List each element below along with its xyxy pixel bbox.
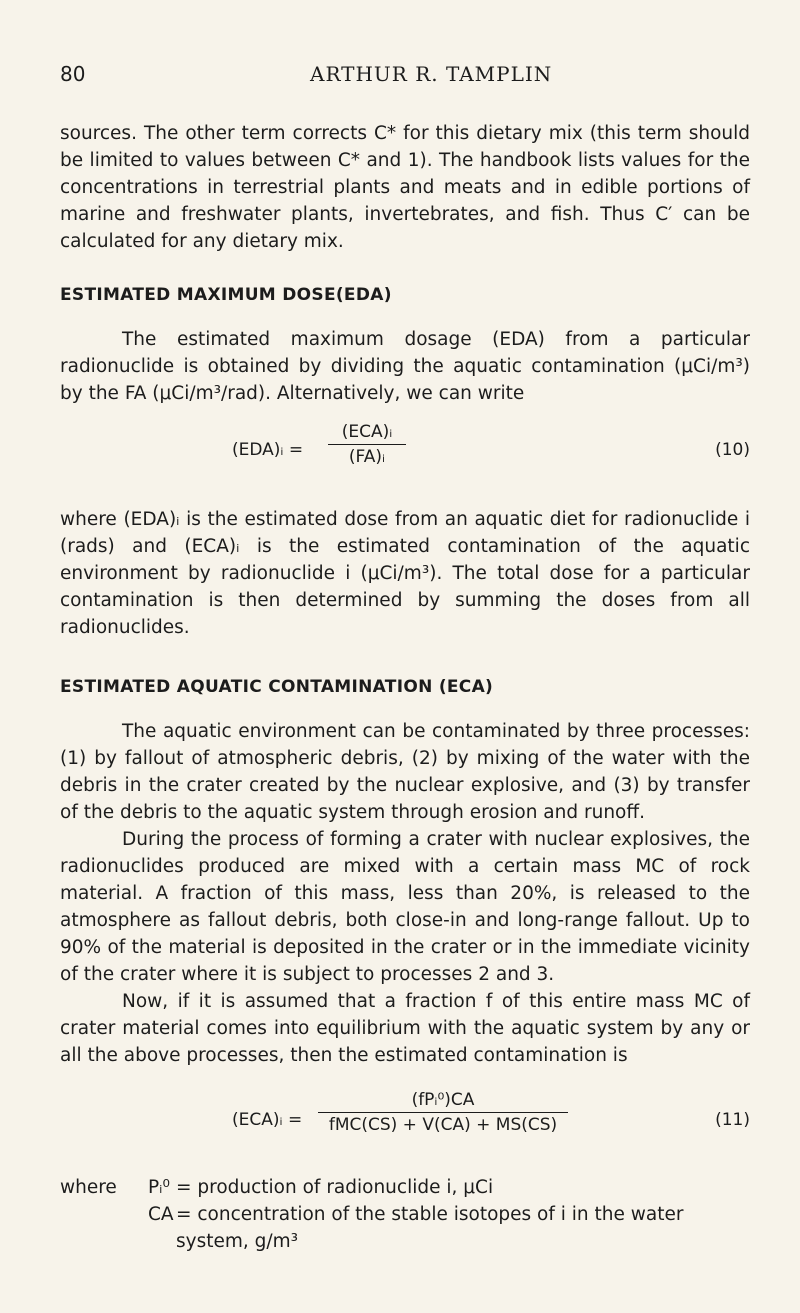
page-header [60, 62, 740, 88]
page-number: 80 [60, 62, 86, 86]
equation-10 [60, 422, 750, 482]
definitions-list [60, 1174, 750, 1255]
equation-numerator: (fPᵢ⁰)CA [411, 1090, 475, 1110]
paragraph: During the process of forming a crater with nuclear explosives, the radionuclides produced are mixed with a certain mass MC of rock material. A fraction of this mass, less than 20%, is released to the atmosphere as fallout debris, both close-in and long-range fallout. Up to 90% of the material is deposited in the crater or in the immediate vicinity of the crater where it is subject to processes 2 and 3. [60, 829, 750, 985]
eda-paragraph-1 [60, 326, 750, 407]
definition-text: = concentration of the stable isotopes of i in the water system, g/m³ [176, 1204, 684, 1252]
paragraph: sources. The other term corrects C* for this dietary mix (this term should be limited to values between C* and 1). The handbook lists values for the concentrations in terrestrial plants and meats and in edible portions of marine and freshwater plants, invertebrates, and fish. Thus C′ can be calculated for any dietary mix. [60, 123, 750, 252]
equation-denominator: (FA)ᵢ [328, 444, 406, 467]
equation-lhs: (ECA)ᵢ = [232, 1110, 303, 1130]
intro-paragraph [60, 120, 750, 255]
definition-lead: where [60, 1177, 117, 1198]
eca-paragraphs [60, 718, 750, 1069]
section-heading-eca: ESTIMATED AQUATIC CONTAMINATION (ECA) [60, 677, 494, 697]
eda-paragraph-2 [60, 506, 750, 641]
paragraph: The estimated maximum dosage (EDA) from a particular radionuclide is obtained by dividing the aquatic contamination (μCi/m³) by the FA (μCi/m³/rad). Alternatively, we can write [60, 329, 750, 404]
running-head: ARTHUR R. TAMPLIN [310, 62, 553, 86]
equation-number: (10) [715, 440, 750, 460]
equation-fraction [318, 1090, 568, 1135]
equation-fraction [328, 422, 406, 467]
definition-row [60, 1174, 750, 1201]
definition-lead [60, 1201, 148, 1255]
definition-symbol: CA [148, 1204, 174, 1225]
equation-number: (11) [715, 1110, 750, 1130]
definition-text: = production of radionuclide i, μCi [176, 1177, 494, 1198]
paragraph: where (EDA)ᵢ is the estimated dose from an aquatic diet for radionuclide i (rads) and (ECA)ᵢ is the estimated contamination of the aquatic environment by radionuclide i (μCi/m³). The total dose for a particular contamination is then determined by summing the doses from all radionuclides. [60, 509, 750, 638]
paragraph: Now, if it is assumed that a fraction f of this entire mass MC of crater material comes into equilibrium with the aquatic system by any or all the above processes, then the estimated contamination is [60, 991, 750, 1066]
equation-denominator: fMC(CS) + V(CA) + MS(CS) [318, 1112, 568, 1135]
definition-row [60, 1201, 750, 1255]
paragraph: The aquatic environment can be contaminated by three processes: (1) by fallout of atmospheric debris, (2) by mixing of the water with the debris in the crater created by the nuclear explosive, and (3) by transfer of the debris to the aquatic system through erosion and runoff. [60, 721, 750, 823]
equation-numerator: (ECA)ᵢ [341, 422, 393, 442]
definition-symbol: Pᵢ⁰ [148, 1177, 170, 1198]
section-heading-eda: ESTIMATED MAXIMUM DOSE(EDA) [60, 285, 392, 305]
equation-11 [60, 1090, 750, 1150]
equation-lhs: (EDA)ᵢ = [232, 440, 304, 460]
